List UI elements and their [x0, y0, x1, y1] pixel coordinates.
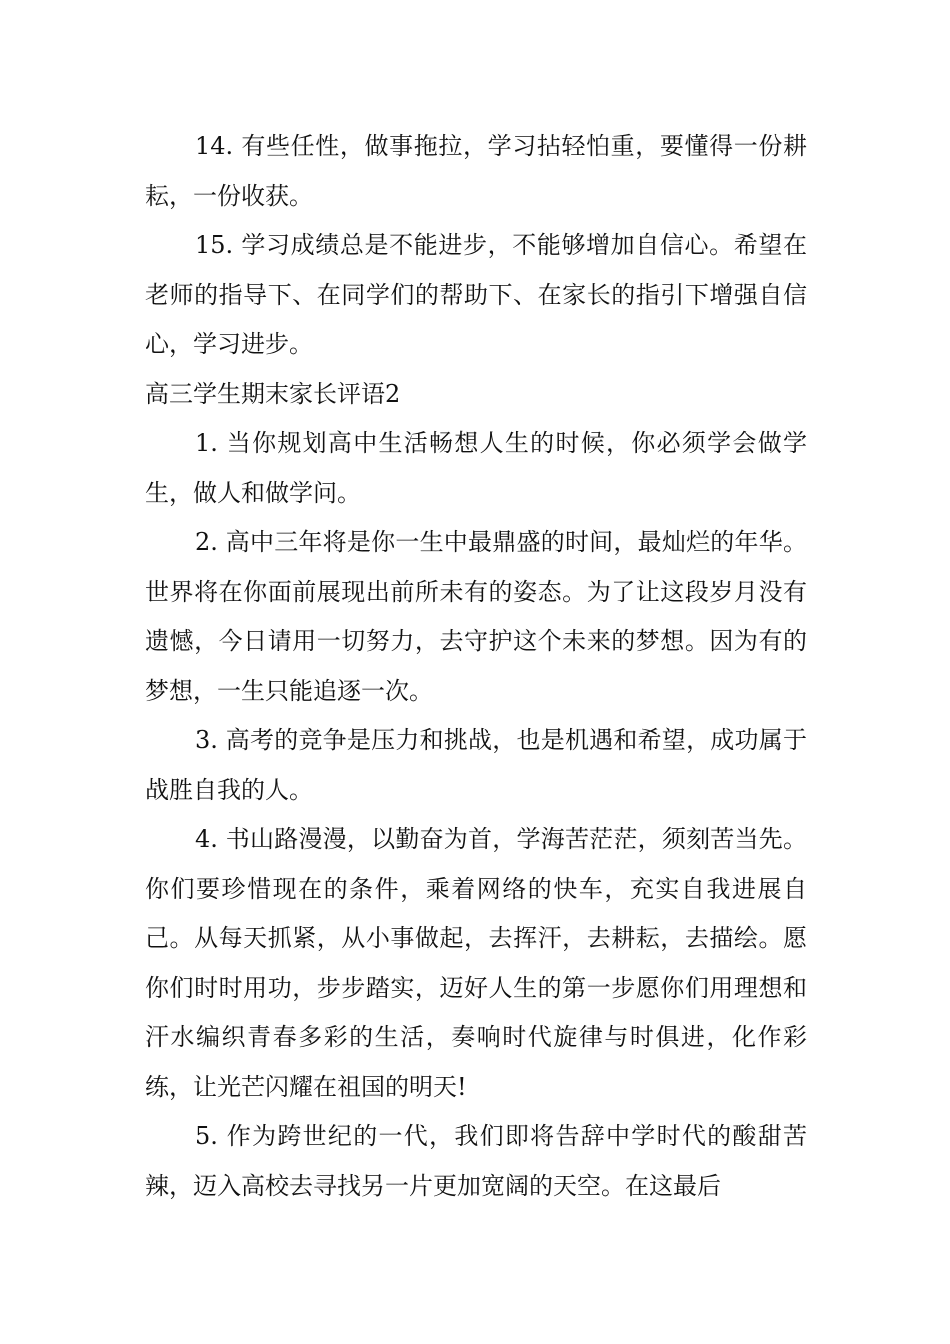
section-heading: 高三学生期末家长评语2	[145, 379, 401, 408]
paragraph-14: 14. 有些任性，做事拖拉，学习拈轻怕重，要懂得一份耕耘，一份收获。	[145, 132, 807, 210]
document-body	[145, 122, 807, 1211]
section-paragraph-5: 5. 作为跨世纪的一代，我们即将告辞中学时代的酸甜苦辣，迈入高校去寻找另一片更加宽阔的天空。在这最后	[145, 1122, 807, 1200]
section-paragraph-1: 1. 当你规划高中生活畅想人生的时候，你必须学会做学生，做人和做学问。	[145, 429, 807, 507]
section-paragraph-2: 2. 高中三年将是你一生中最鼎盛的时间，最灿烂的年华。世界将在你面前展现出前所未有的姿态。为了让这段岁月没有遗憾，今日请用一切努力，去守护这个未来的梦想。因为有的梦想，一生只能追逐一次。	[145, 528, 807, 705]
section-paragraph-4: 4. 书山路漫漫，以勤奋为首，学海苦茫茫，须刻苦当先。你们要珍惜现在的条件，乘着网络的快车，充实自我进展自己。从每天抓紧，从小事做起，去挥汗，去耕耘，去描绘。愿你们时时用功，步步踏实，迈好人生的第一步愿你们用理想和汗水编织青春多彩的生活，奏响时代旋律与时俱进，化作彩练，让光芒闪耀在祖国的明天!	[145, 825, 807, 1101]
paragraph-15: 15. 学习成绩总是不能进步，不能够增加自信心。希望在老师的指导下、在同学们的帮助下、在家长的指引下增强自信心，学习进步。	[145, 231, 807, 358]
section-paragraph-3: 3. 高考的竞争是压力和挑战，也是机遇和希望，成功属于战胜自我的人。	[145, 726, 807, 804]
